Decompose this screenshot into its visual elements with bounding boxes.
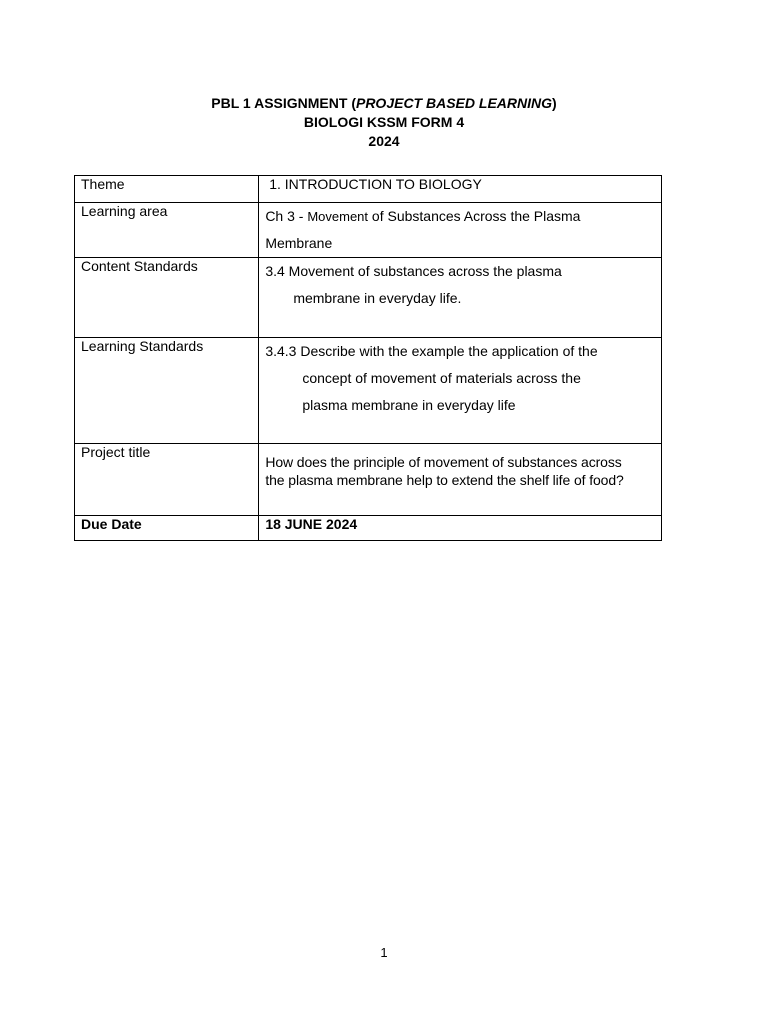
learning-standards-line3: plasma membrane in everyday life [302, 397, 516, 413]
assignment-title [0, 94, 768, 113]
learning-area-small: Movement [307, 209, 369, 224]
table-row-theme [75, 176, 662, 203]
assignment-title-suffix: ) [552, 95, 557, 111]
learning-standards-line2: concept of movement of materials across the [302, 370, 581, 386]
learning-standards-label: Learning Standards [75, 338, 259, 444]
theme-label: Theme [75, 176, 259, 203]
subject-title: BIOLOGI KSSM FORM 4 [303, 114, 465, 130]
table-row-due-date [75, 516, 662, 541]
due-date-value: 18 JUNE 2024 [259, 516, 662, 541]
table-row-learning-standards [75, 338, 662, 444]
project-title-line1: How does the principle of movement of substances across [265, 454, 622, 470]
content-standards-value [259, 258, 662, 338]
table-row-content-standards [75, 258, 662, 338]
theme-value: 1. INTRODUCTION TO BIOLOGY [259, 176, 662, 203]
learning-area-rest: of Substances Across the Plasma [368, 208, 581, 224]
table-row-learning-area [75, 203, 662, 258]
learning-area-value [259, 203, 662, 258]
learning-area-line2: Membrane [265, 235, 333, 251]
project-title-value [259, 444, 662, 516]
due-date-label: Due Date [75, 516, 259, 541]
table-row-project-title [75, 444, 662, 516]
year-title: 2024 [368, 133, 400, 149]
page-number: 1 [380, 945, 388, 960]
project-title-label: Project title [75, 444, 259, 516]
project-title-line2: the plasma membrane help to extend the shelf life of food? [265, 472, 624, 488]
learning-standards-value [259, 338, 662, 444]
learning-area-prefix: Ch 3 - [265, 208, 308, 224]
document-header [0, 94, 768, 151]
content-standards-line2: membrane in everyday life. [293, 290, 462, 306]
content-standards-label: Content Standards [75, 258, 259, 338]
content-standards-line1: 3.4 Movement of substances across the plasma [265, 263, 562, 279]
assignment-info-table [74, 175, 662, 541]
assignment-title-prefix: PBL 1 ASSIGNMENT ( [211, 95, 356, 111]
assignment-title-italic: PROJECT BASED LEARNING [355, 95, 553, 111]
learning-area-label: Learning area [75, 203, 259, 258]
learning-standards-line1: 3.4.3 Describe with the example the application of the [265, 343, 598, 359]
